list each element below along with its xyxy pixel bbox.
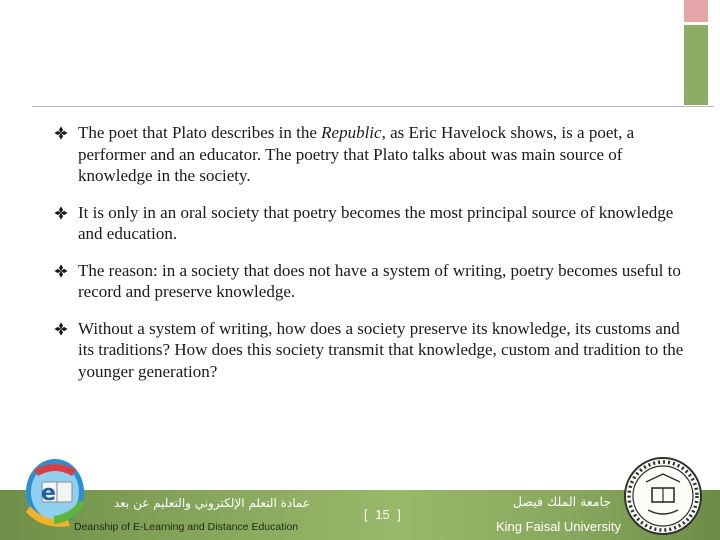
university-english: King Faisal University bbox=[496, 519, 621, 534]
bullet-text: It is only in an oral society that poetry becomes the most principal source of knowledge and education. bbox=[78, 202, 674, 243]
header-divider bbox=[32, 106, 714, 107]
diamond-bullet-icon bbox=[54, 126, 68, 140]
bullet-item bbox=[54, 260, 684, 303]
bullet-text: The poet that Plato describes in the bbox=[78, 123, 322, 142]
bullet-item bbox=[54, 122, 684, 187]
deanship-arabic: عمادة التعلم الإلكتروني والتعليم عن بعد bbox=[113, 496, 310, 510]
bullet-item bbox=[54, 318, 684, 383]
deanship-english: Deanship of E-Learning and Distance Education bbox=[74, 521, 299, 533]
logo-letter: e bbox=[41, 481, 56, 506]
diamond-bullet-icon bbox=[54, 206, 68, 220]
bullet-text: Without a system of writing, how does a society preserve its knowledge, its customs and its traditions? How does this society transmit that knowledge, custom and tradition to the younger generation? bbox=[78, 318, 684, 381]
diamond-bullet-icon bbox=[54, 322, 68, 336]
accent-bar-green bbox=[684, 25, 708, 105]
bullet-list bbox=[54, 122, 684, 382]
university-seal-icon bbox=[618, 456, 708, 538]
bullet-text: The reason: in a society that does not have a system of writing, poetry becomes useful to record and preserve knowledge. bbox=[78, 260, 681, 301]
university-arabic: جامعة الملك فيصل bbox=[512, 494, 612, 509]
page-number: [ 15 ] bbox=[364, 507, 401, 522]
diamond-bullet-icon bbox=[54, 264, 68, 278]
bullet-text: , as Eric Havelock shows, is a poet, a performer and an educator. The poetry that Plato talks about was main source of knowledge in the society. bbox=[78, 123, 635, 185]
accent-bar-pink bbox=[684, 0, 708, 22]
bullet-item bbox=[54, 202, 684, 245]
bullet-text-italic: Republic bbox=[321, 123, 382, 142]
